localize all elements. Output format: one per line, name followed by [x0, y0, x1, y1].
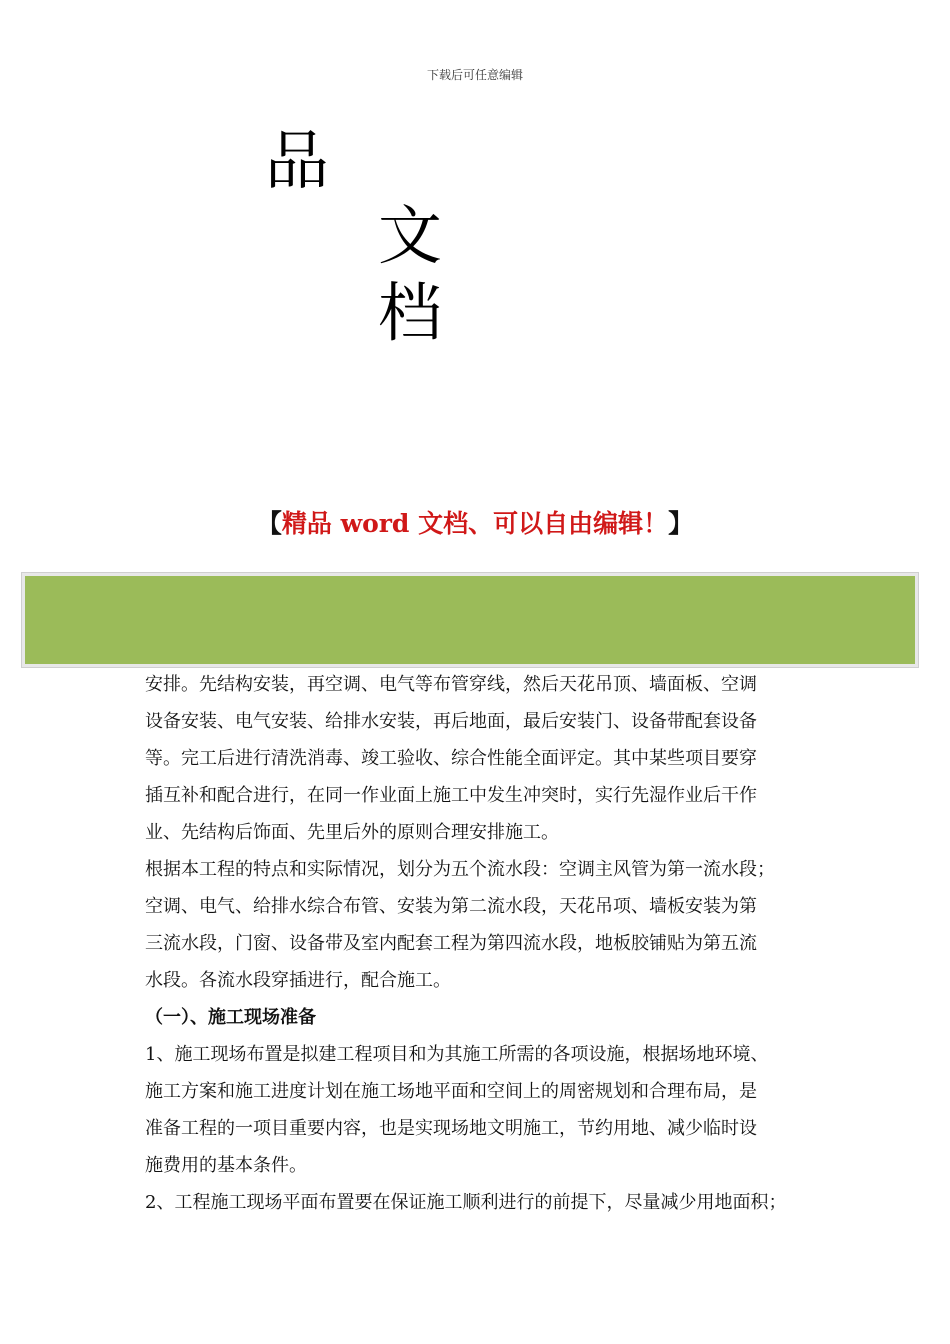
paragraph-line: 2、工程施工现场平面布置要在保证施工顺利进行的前提下，尽量减少用地面积；: [145, 1192, 787, 1213]
title-char-2: 文: [378, 200, 442, 274]
paragraph-line: 业、先结构后饰面、先里后外的原则合理安排施工。: [145, 822, 559, 843]
paragraph-line: 1、施工现场布置是拟建工程项目和为其施工所需的各项设施，根据场地环境、: [145, 1044, 769, 1065]
body-text: [145, 666, 825, 1221]
editable-banner: [0, 504, 950, 540]
paragraph-line: 空调、电气、给排水综合布管、安装为第二流水段，天花吊项、墙板安装为第: [145, 896, 757, 917]
paragraph-line: 插互补和配合进行，在同一作业面上施工中发生冲突时，实行先湿作业后干作: [145, 785, 757, 806]
paragraph-line: 水段。各流水段穿插进行，配合施工。: [145, 970, 451, 991]
paragraph-line: 准备工程的一项目重要内容，也是实现场地文明施工，节约用地、减少临时设: [145, 1118, 757, 1139]
paragraph-line: 根据本工程的特点和实际情况，划分为五个流水段：空调主风管为第一流水段；: [145, 859, 775, 880]
paragraph-line: 等。完工后进行清洗消毒、竣工验收、综合性能全面评定。其中某些项目要穿: [145, 748, 757, 769]
paragraph-line: 三流水段，门窗、设备带及室内配套工程为第四流水段，地板胶铺贴为第五流: [145, 933, 757, 954]
paragraph-line: 设备安装、电气安装、给排水安装，再后地面，最后安装门、设备带配套设备: [145, 711, 757, 732]
banner-close-bracket: 】: [668, 509, 694, 538]
paragraph-line: 施费用的基本条件。: [145, 1155, 307, 1176]
green-block: [22, 573, 918, 667]
section-heading: （一）、施工现场准备: [145, 1007, 316, 1028]
title-char-1: 品: [265, 125, 329, 199]
page-header-note: 下载后可任意编辑: [426, 68, 523, 82]
banner-text: 精品 word 文档、可以自由编辑！: [281, 509, 669, 538]
paragraph-line: 施工方案和施工进度计划在施工场地平面和空间上的周密规划和合理布局，是: [145, 1081, 757, 1102]
banner-open-bracket: 【: [256, 509, 282, 538]
paragraph-line: 安排。先结构安装，再空调、电气等布管穿线，然后天花吊顶、墙面板、空调: [145, 674, 757, 695]
title-char-3: 档: [378, 277, 442, 351]
